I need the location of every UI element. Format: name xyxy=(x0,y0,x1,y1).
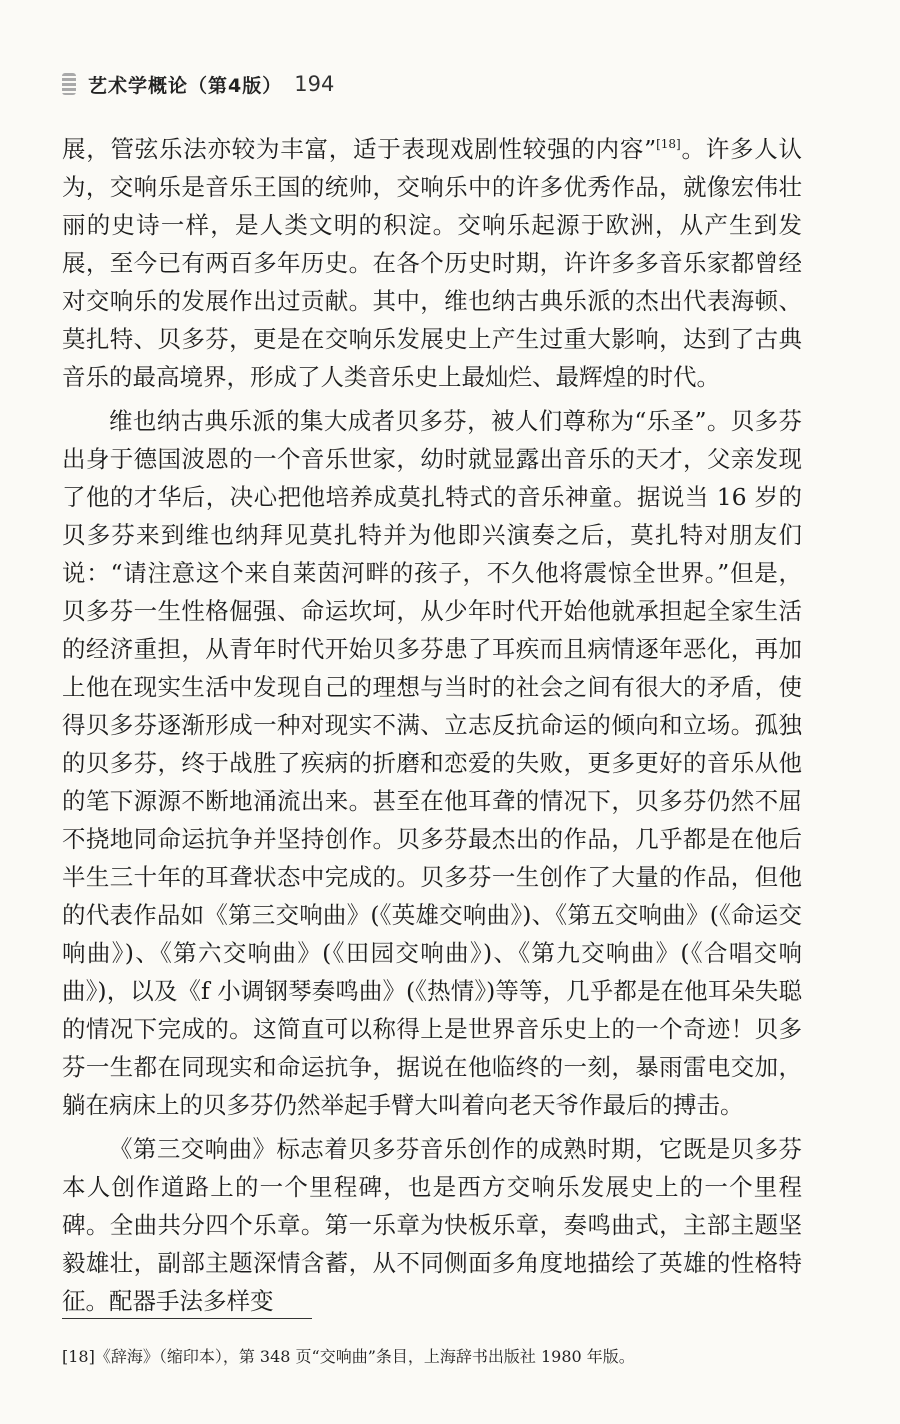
paragraph-1 xyxy=(62,130,802,396)
footnote-reference: [18] xyxy=(656,137,681,152)
paragraph-1-text-a: 展，管弦乐法亦较为丰富，适于表现戏剧性较强的内容” xyxy=(62,135,657,163)
running-title: 艺术学概论（第4版） xyxy=(88,74,283,97)
paragraph-2: 维也纳古典乐派的集大成者贝多芬，被人们尊称为“乐圣”。贝多芬出身于德国波恩的一个音乐世家，幼时就显露出音乐的天才，父亲发现了他的才华后，决心把他培养成莫扎特式的音乐神童。据说当 16 岁的贝多芬来到维也纳拜见莫扎特并为他即兴演奏之后，莫扎特对朋友们说：“请注意这个来自莱茵河畔的孩子，不久他将震惊全世界。”但是，贝多芬一生性格倔强、命运坎坷，从少年时代开始他就承担起全家生活的经济重担，从青年时代开始贝多芬患了耳疾而且病情逐年恶化，再加上他在现实生活中发现自己的理想与当时的社会之间有很大的矛盾，使得贝多芬逐渐形成一种对现实不满、立志反抗命运的倾向和立场。孤独的贝多芬，终于战胜了疾病的折磨和恋爱的失败，更多更好的音乐从他的笔下源源不断地涌流出来。甚至在他耳聋的情况下，贝多芬仍然不屈不挠地同命运抗争并坚持创作。贝多芬最杰出的作品，几乎都是在他后半生三十年的耳聋状态中完成的。贝多芬一生创作了大量的作品，但他的代表作品如《第三交响曲》(《英雄交响曲》)、《第五交响曲》(《命运交响曲》)、《第六交响曲》(《田园交响曲》)、《第九交响曲》(《合唱交响曲》)，以及《f 小调钢琴奏鸣曲》(《热情》)等等，几乎都是在他耳朵失聪的情况下完成的。这简直可以称得上是世界音乐史上的一个奇迹！贝多芬一生都在同现实和命运抗争，据说在他临终的一刻，暴雨雷电交加，躺在病床上的贝多芬仍然举起手臂大叫着向老天爷作最后的搏击。 xyxy=(62,407,803,1119)
paragraph-1-text-b: 。许多人认为，交响乐是音乐王国的统帅，交响乐中的许多优秀作品，就像宏伟壮丽的史诗一样，是人类文明的积淀。交响乐起源于欧洲，从产生到发展，至今已有两百多年历史。在各个历史时期，许许多多音乐家都曾经对交响乐的发展作出过贡献。其中，维也纳古典乐派的杰出代表海顿、莫扎特、贝多芬，更是在交响乐发展史上产生过重大影响，达到了古典音乐的最高境界，形成了人类音乐史上最灿烂、最辉煌的时代。 xyxy=(62,135,803,391)
running-header xyxy=(62,66,334,102)
page-number: 194 xyxy=(294,72,335,96)
header-ornament-icon xyxy=(62,73,76,95)
footnote: [18]《辞海》（缩印本），第 348 页“交响曲”条目，上海辞书出版社 1980 年版。 xyxy=(62,1347,635,1366)
footnote-divider xyxy=(62,1318,312,1319)
paragraph-3: 《第三交响曲》标志着贝多芬音乐创作的成熟时期，它既是贝多芬本人创作道路上的一个里程碑，也是西方交响乐发展史上的一个里程碑。全曲共分四个乐章。第一乐章为快板乐章，奏鸣曲式，主部主题坚毅雄壮，副部主题深情含蓄，从不同侧面多角度地描绘了英雄的性格特征。配器手法多样变 xyxy=(62,1135,802,1315)
body-text xyxy=(62,130,802,1320)
